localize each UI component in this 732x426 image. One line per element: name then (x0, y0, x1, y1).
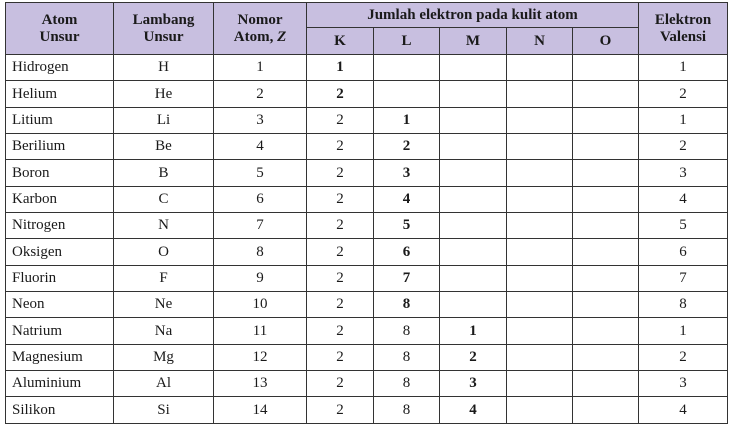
shell-n-count (507, 81, 573, 107)
shell-o-count (573, 160, 639, 186)
header-valence-line2: Valensi (659, 28, 707, 45)
table-row (6, 81, 728, 107)
shell-k-count: 1 (307, 55, 374, 81)
shell-o-count (573, 107, 639, 133)
shell-k-count: 2 (307, 292, 374, 318)
shell-o-count (573, 344, 639, 370)
shell-n-count (507, 186, 573, 212)
shell-n-count (507, 107, 573, 133)
element-name: Fluorin (6, 265, 114, 291)
shell-n-count (507, 134, 573, 160)
electron-configuration-table (5, 2, 728, 424)
shell-o-count (573, 55, 639, 81)
valence-electrons: 5 (639, 213, 728, 239)
header-atom-line1: Atom (41, 11, 78, 28)
valence-electrons: 3 (639, 371, 728, 397)
element-symbol: Mg (114, 344, 214, 370)
shell-m-count (440, 55, 507, 81)
element-name: Neon (6, 292, 114, 318)
header-valence (639, 3, 728, 55)
shell-n-count (507, 239, 573, 265)
table-row (6, 344, 728, 370)
header-shell-o: O (573, 28, 639, 55)
shell-l-count: 2 (374, 134, 440, 160)
shell-k-count: 2 (307, 239, 374, 265)
valence-electrons: 4 (639, 397, 728, 424)
element-name: Magnesium (6, 344, 114, 370)
shell-n-count (507, 371, 573, 397)
table-body (6, 55, 728, 424)
valence-electrons: 6 (639, 239, 728, 265)
shell-m-count (440, 160, 507, 186)
element-symbol: Na (114, 318, 214, 344)
atomic-number: 4 (214, 134, 307, 160)
atomic-number: 12 (214, 344, 307, 370)
shell-m-count (440, 239, 507, 265)
table-row (6, 397, 728, 424)
shell-n-count (507, 397, 573, 424)
header-symbol-line1: Lambang (132, 11, 195, 28)
header-shell-l: L (374, 28, 440, 55)
atomic-number: 8 (214, 239, 307, 265)
atomic-number: 13 (214, 371, 307, 397)
shell-o-count (573, 265, 639, 291)
shell-k-count: 2 (307, 81, 374, 107)
shell-n-count (507, 344, 573, 370)
shell-n-count (507, 160, 573, 186)
shell-l-count: 8 (374, 371, 440, 397)
atomic-number: 10 (214, 292, 307, 318)
atomic-number: 9 (214, 265, 307, 291)
shell-o-count (573, 186, 639, 212)
shell-n-count (507, 292, 573, 318)
header-symbol (114, 3, 214, 55)
shell-m-count (440, 186, 507, 212)
header-number-line1: Nomor (237, 11, 283, 28)
table-row (6, 134, 728, 160)
shell-l-count: 4 (374, 186, 440, 212)
shell-l-count: 1 (374, 107, 440, 133)
valence-electrons: 3 (639, 160, 728, 186)
shell-l-count: 8 (374, 318, 440, 344)
valence-electrons: 1 (639, 107, 728, 133)
atomic-number: 5 (214, 160, 307, 186)
valence-electrons: 2 (639, 81, 728, 107)
element-symbol: B (114, 160, 214, 186)
element-symbol: Be (114, 134, 214, 160)
table-row (6, 55, 728, 81)
shell-n-count (507, 318, 573, 344)
element-symbol: N (114, 213, 214, 239)
shell-n-count (507, 265, 573, 291)
element-name: Litium (6, 107, 114, 133)
valence-electrons: 2 (639, 344, 728, 370)
shell-l-count: 3 (374, 160, 440, 186)
table-row (6, 265, 728, 291)
shell-o-count (573, 292, 639, 318)
header-atom-line2: Unsur (39, 28, 80, 45)
header-atom (6, 3, 114, 55)
header-shell-m: M (440, 28, 507, 55)
shell-m-count (440, 134, 507, 160)
shell-l-count: 7 (374, 265, 440, 291)
shell-k-count: 2 (307, 397, 374, 424)
shell-m-count: 1 (440, 318, 507, 344)
shell-k-count: 2 (307, 186, 374, 212)
element-name: Boron (6, 160, 114, 186)
shell-m-count: 4 (440, 397, 507, 424)
shell-o-count (573, 81, 639, 107)
shell-l-count: 6 (374, 239, 440, 265)
atomic-number: 14 (214, 397, 307, 424)
element-symbol: O (114, 239, 214, 265)
valence-electrons: 8 (639, 292, 728, 318)
atomic-number: 11 (214, 318, 307, 344)
element-name: Helium (6, 81, 114, 107)
element-name: Silikon (6, 397, 114, 424)
shell-o-count (573, 134, 639, 160)
shell-k-count: 2 (307, 344, 374, 370)
element-symbol: H (114, 55, 214, 81)
shell-k-count: 2 (307, 265, 374, 291)
element-symbol: He (114, 81, 214, 107)
shell-o-count (573, 318, 639, 344)
element-name: Berilium (6, 134, 114, 160)
element-name: Hidrogen (6, 55, 114, 81)
header-shell-k: K (307, 28, 374, 55)
valence-electrons: 2 (639, 134, 728, 160)
element-name: Karbon (6, 186, 114, 212)
shell-k-count: 2 (307, 213, 374, 239)
shell-m-count (440, 265, 507, 291)
shell-k-count: 2 (307, 371, 374, 397)
shell-k-count: 2 (307, 160, 374, 186)
element-symbol: Ne (114, 292, 214, 318)
shell-l-count (374, 55, 440, 81)
table-row (6, 318, 728, 344)
element-symbol: C (114, 186, 214, 212)
element-symbol: Al (114, 371, 214, 397)
element-name: Aluminium (6, 371, 114, 397)
header-number-line2: Atom, Z (233, 28, 287, 45)
valence-electrons: 4 (639, 186, 728, 212)
atomic-number: 2 (214, 81, 307, 107)
shell-l-count: 8 (374, 397, 440, 424)
shell-m-count (440, 81, 507, 107)
element-name: Nitrogen (6, 213, 114, 239)
header-atomic-number (214, 3, 307, 55)
element-symbol: Li (114, 107, 214, 133)
shell-m-count: 2 (440, 344, 507, 370)
shell-o-count (573, 239, 639, 265)
shell-l-count: 8 (374, 292, 440, 318)
table-row (6, 371, 728, 397)
atomic-number: 6 (214, 186, 307, 212)
shell-m-count (440, 107, 507, 133)
table-row (6, 186, 728, 212)
shell-o-count (573, 213, 639, 239)
shell-l-count: 5 (374, 213, 440, 239)
header-symbol-line2: Unsur (143, 28, 184, 45)
table-row (6, 160, 728, 186)
valence-electrons: 1 (639, 55, 728, 81)
shell-o-count (573, 397, 639, 424)
element-symbol: F (114, 265, 214, 291)
shell-k-count: 2 (307, 107, 374, 133)
header-valence-line1: Elektron (654, 11, 712, 28)
header-shells-title: Jumlah elektron pada kulit atom (307, 3, 639, 28)
atomic-number: 7 (214, 213, 307, 239)
element-name: Oksigen (6, 239, 114, 265)
table-row (6, 292, 728, 318)
shell-n-count (507, 55, 573, 81)
shell-l-count: 8 (374, 344, 440, 370)
table-row (6, 239, 728, 265)
shell-k-count: 2 (307, 318, 374, 344)
valence-electrons: 7 (639, 265, 728, 291)
shell-o-count (573, 371, 639, 397)
atomic-number: 3 (214, 107, 307, 133)
shell-m-count (440, 292, 507, 318)
atomic-number: 1 (214, 55, 307, 81)
valence-electrons: 1 (639, 318, 728, 344)
table-row (6, 213, 728, 239)
shell-n-count (507, 213, 573, 239)
element-symbol: Si (114, 397, 214, 424)
shell-k-count: 2 (307, 134, 374, 160)
table-row (6, 107, 728, 133)
shell-m-count (440, 213, 507, 239)
header-shell-n: N (507, 28, 573, 55)
shell-m-count: 3 (440, 371, 507, 397)
shell-l-count (374, 81, 440, 107)
element-name: Natrium (6, 318, 114, 344)
